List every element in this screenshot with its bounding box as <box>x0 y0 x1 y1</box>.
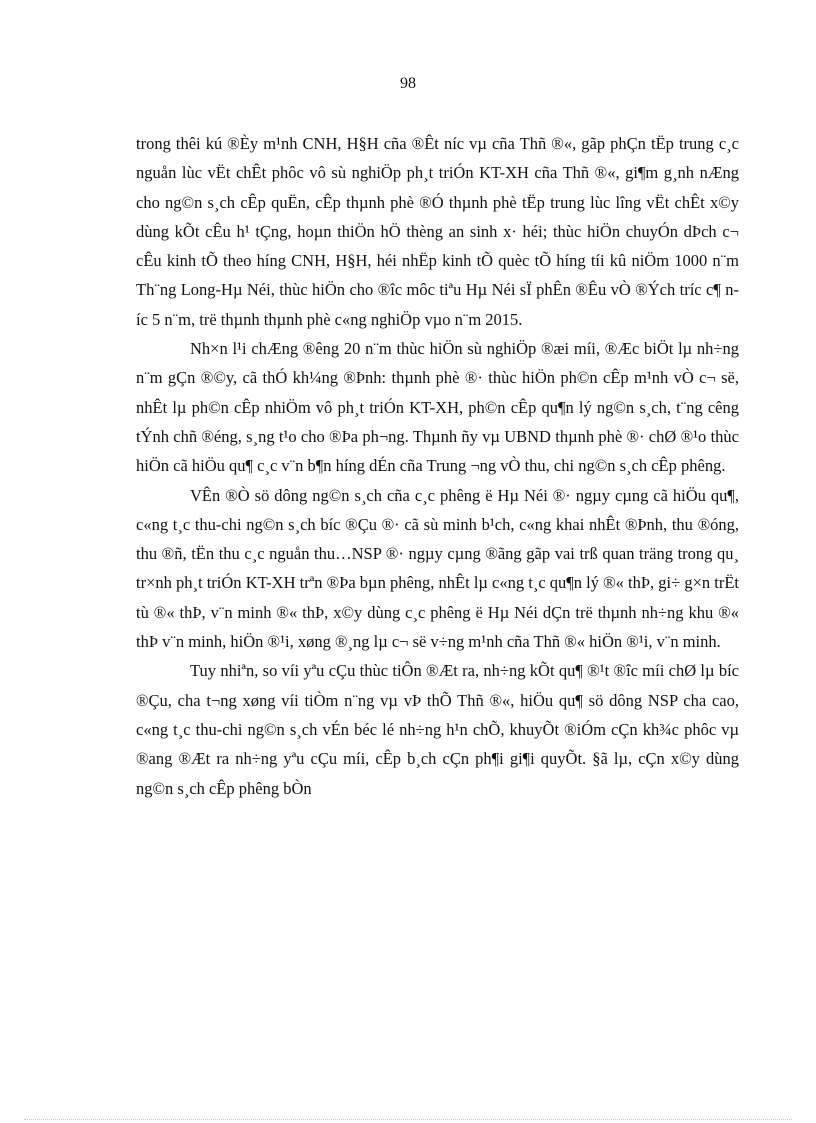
page-number: 98 <box>400 75 416 92</box>
page-bottom-divider <box>24 1119 792 1120</box>
paragraph-3: VÊn ®Ò sö dông ng©n s¸ch cña c¸c phêng ë Hµ Néi ®· ngµy cµng cã hiÖu qu¶, c«ng t¸c thu-chi ng©n s¸ch bíc ®Çu ®· cã sù minh b¹ch, c«ng khai nhÊt ®Þnh, thu ®óng, thu ®ñ, tËn thu c¸c nguån thu…NSP ®· ngµy cµng ®ãng gãp vai trß quan träng trong qu¸ tr×nh ph¸t triÓn KT-XH trªn ®Þa bµn phêng, nhÊt lµ c«ng t¸c qu¶n lý ®« thÞ, gi÷ g×n trËt tù ®« thÞ, v¨n minh ®« thÞ, x©y dùng c¸c phêng ë Hµ Néi dÇn trë thµnh nh÷ng khu ®« thÞ v¨n minh, hiÖn ®¹i, xøng ®¸ng lµ c¬ së v÷ng m¹nh cña Thñ ®« hiÖn ®¹i, v¨n minh. <box>136 485 739 652</box>
paragraph-4: Tuy nhiªn, so víi yªu cÇu thùc tiÔn ®Æt ra, nh÷ng kÕt qu¶ ®¹t ®îc míi chØ lµ bíc ®Çu, cha t¬ng xøng víi tiÒm n¨ng vµ vÞ thÕ Thñ ®«, hiÖu qu¶ sö dông NSP cha cao, c«ng t¸c thu-chi ng©n s¸ch vÉn béc lé nh÷ng h¹n chÕ, khuyÕt ®iÓm cÇn kh¾c phôc vµ ®ang ®Æt ra nh÷ng yªu cÇu míi, cÊp b¸ch cÇn ph¶i gi¶i quyÕt. §ã lµ, cÇn x©y dùng ng©n s¸ch cÊp phêng bÒn <box>136 661 739 798</box>
body-text <box>136 129 739 803</box>
paragraph-2: Nh×n l¹i chÆng ®êng 20 n¨m thùc hiÖn sù nghiÖp ®æi míi, ®Æc biÖt lµ nh÷ng n¨m gÇn ®©y, cã thÓ kh¼ng ®Þnh: thµnh phè ®· thùc hiÖn ph©n cÊp m¹nh vÒ c¬ së, nhÊt lµ ph©n cÊp nhiÖm vô ph¸t triÓn KT-XH, ph©n cÊp qu¶n lý ng©n s¸ch, t¨ng cêng tÝnh chñ ®éng, s¸ng t¹o cho ®Þa ph¬ng. Thµnh ñy vµ UBND thµnh phè ®· chØ ®¹o thùc hiÖn cã hiÖu qu¶ c¸c v¨n b¶n híng dÉn cña Trung ¬ng vÒ thu, chi ng©n s¸ch cÊp phêng. <box>136 339 739 476</box>
paragraph-1: trong thêi kú ®Èy m¹nh CNH, H§H cña ®Êt níc vµ cña Thñ ®«, gãp phÇn tËp trung c¸c nguån lùc vËt chÊt phôc vô sù nghiÖp ph¸t triÓn KT-XH cña Thñ ®«, gi¶m g¸nh nÆng cho ng©n s¸ch cÊp quËn, cÊp thµnh phè ®Ó thµnh phè tËp trung lùc lîng vËt chÊt x©y dùng kÕt cÊu h¹ tÇng, hoµn thiÖn hÖ thèng an sinh x· héi; thùc hiÖn chuyÓn dÞch c¬ cÊu kinh tÕ theo híng CNH, H§H, héi nhËp kinh tÕ quèc tÕ híng tíi kû niÖm 1000 n¨m Th¨ng Long-Hµ Néi, thùc hiÖn cho ®îc môc tiªu Hµ Néi sÏ phÊn ®Êu vÒ ®Ých tríc c¶ níc 5 n¨m, trë thµnh thµnh phè c«ng nghiÖp vµo n¨m 2015. <box>136 134 739 329</box>
